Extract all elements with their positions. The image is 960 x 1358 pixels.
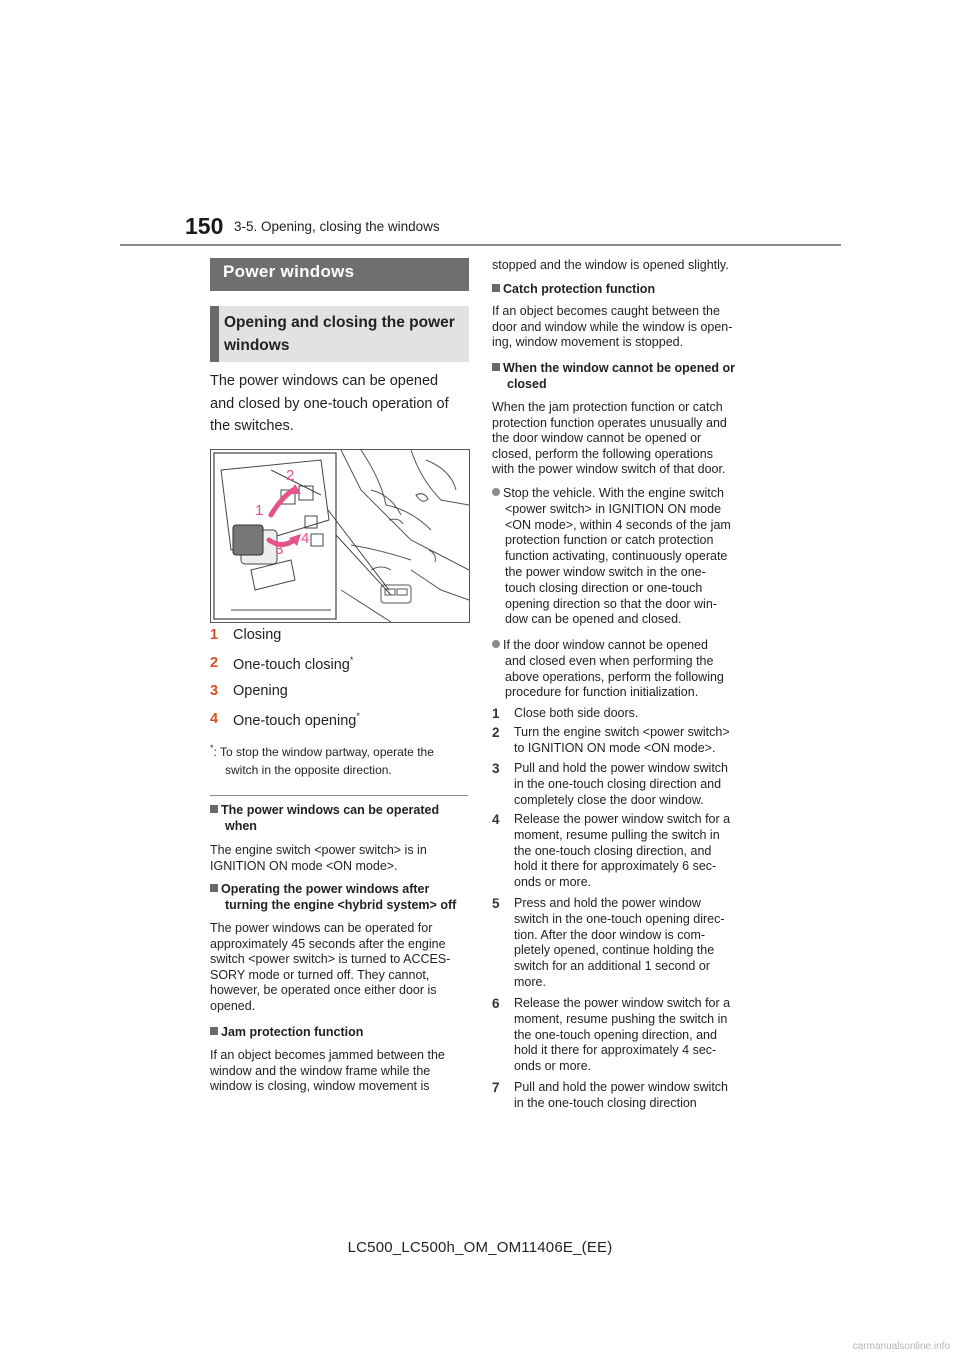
watermark: carmanualsonline.info <box>852 1341 950 1352</box>
header-rule <box>120 244 841 246</box>
section-title: 3-5. Opening, closing the windows <box>234 219 440 234</box>
step-2: 2 Turn the engine switch <power switch> to IGNITION ON mode <ON mode>. <box>492 725 730 755</box>
subsection-title-jam: Jam protection function <box>210 1025 472 1041</box>
step-6: 6 Release the power window switch for a moment, resume pushing the switch in the one-touch opening direction, and hold it there for approximately 4 sec- onds or more. <box>492 996 731 1074</box>
callout-3: 3 <box>275 541 284 558</box>
step-5: 5 Press and hold the power window switch in the one-touch opening direc- tion. After the door window is com- pletely opened, continue holding the switch for an additional 1 second or more. <box>492 896 725 989</box>
subsection-body-catch: If an object becomes caught between the door and window while the window is open- ing, window movement is stopped. <box>492 304 733 349</box>
bullet-stop-vehicle: Stop the vehicle. With the engine switch <power switch> in IGNITION ON mode <ON mode>, within 4 seconds of the jam protection function or catch protection function activating, continuously operate the power window switch in the one- touch closing direction or one-touch opening direction so that the door win- dow can be opened and closed. <box>492 486 754 628</box>
subheading-accent <box>210 306 219 362</box>
callout-4: 4 <box>301 530 310 547</box>
subheading-text: Opening and closing the power windows <box>224 314 455 354</box>
footnote: *: To stop the window partway, operate the switch in the opposite direction. <box>210 743 434 777</box>
subheading-opening-closing <box>210 306 469 362</box>
switch-diagram <box>211 450 469 622</box>
subsection-title-cannot-open: When the window cannot be opened or closed <box>492 361 754 392</box>
subsection-title-catch: Catch protection function <box>492 282 754 298</box>
step-4: 4 Release the power window switch for a moment, resume pulling the switch in the one-touch closing direction, and hold it there for approximately 6 sec- onds or more. <box>492 812 731 890</box>
bullet-initialization: If the door window cannot be opened and closed even when performing the above operations, perform the following procedure for function initialization. <box>492 638 754 701</box>
power-window-switch-illustration <box>210 449 470 623</box>
subsection-title-operated-when: The power windows can be operated when <box>210 803 472 834</box>
intro-text: The power windows can be opened and closed by one-touch operation of the switches. <box>210 373 449 434</box>
subsection-body-cannot-open: When the jam protection function or catch protection function operates unusually and the door window cannot be opened or closed, perform the following operations with the power window switch of that door. <box>492 400 727 476</box>
callout-1: 1 <box>255 502 264 519</box>
subsection-body-operated-when: The engine switch <power switch> is in IGNITION ON mode <ON mode>. <box>210 843 427 873</box>
step-7: 7 Pull and hold the power window switch in the one-touch closing direction <box>492 1080 729 1110</box>
page-number: 150 <box>185 213 224 239</box>
section-separator <box>210 795 468 796</box>
subsection-body-after-off: The power windows can be operated for approximately 45 seconds after the engine switch <power switch> is turned to ACCES- SORY mode or turned off. They cannot, however, be operated once either door is opened. <box>210 921 451 1013</box>
step-3: 3 Pull and hold the power window switch in the one-touch closing direction and completely close the door window. <box>492 761 729 807</box>
heading-power-windows <box>210 258 469 291</box>
callout-2: 2 <box>286 467 295 484</box>
subsection-body-jam: If an object becomes jammed between the window and the window frame while the window is closing, window movement is <box>210 1048 445 1093</box>
jam-continuation: stopped and the window is opened slightly. <box>492 258 729 272</box>
subsection-title-after-off: Operating the power windows after turning the engine <hybrid system> off <box>210 882 472 913</box>
footer-document-code: LC500_LC500h_OM_OM11406E_(EE) <box>347 1239 613 1256</box>
step-1: 1 Close both side doors. <box>492 706 639 721</box>
heading-text: Power windows <box>223 262 355 281</box>
